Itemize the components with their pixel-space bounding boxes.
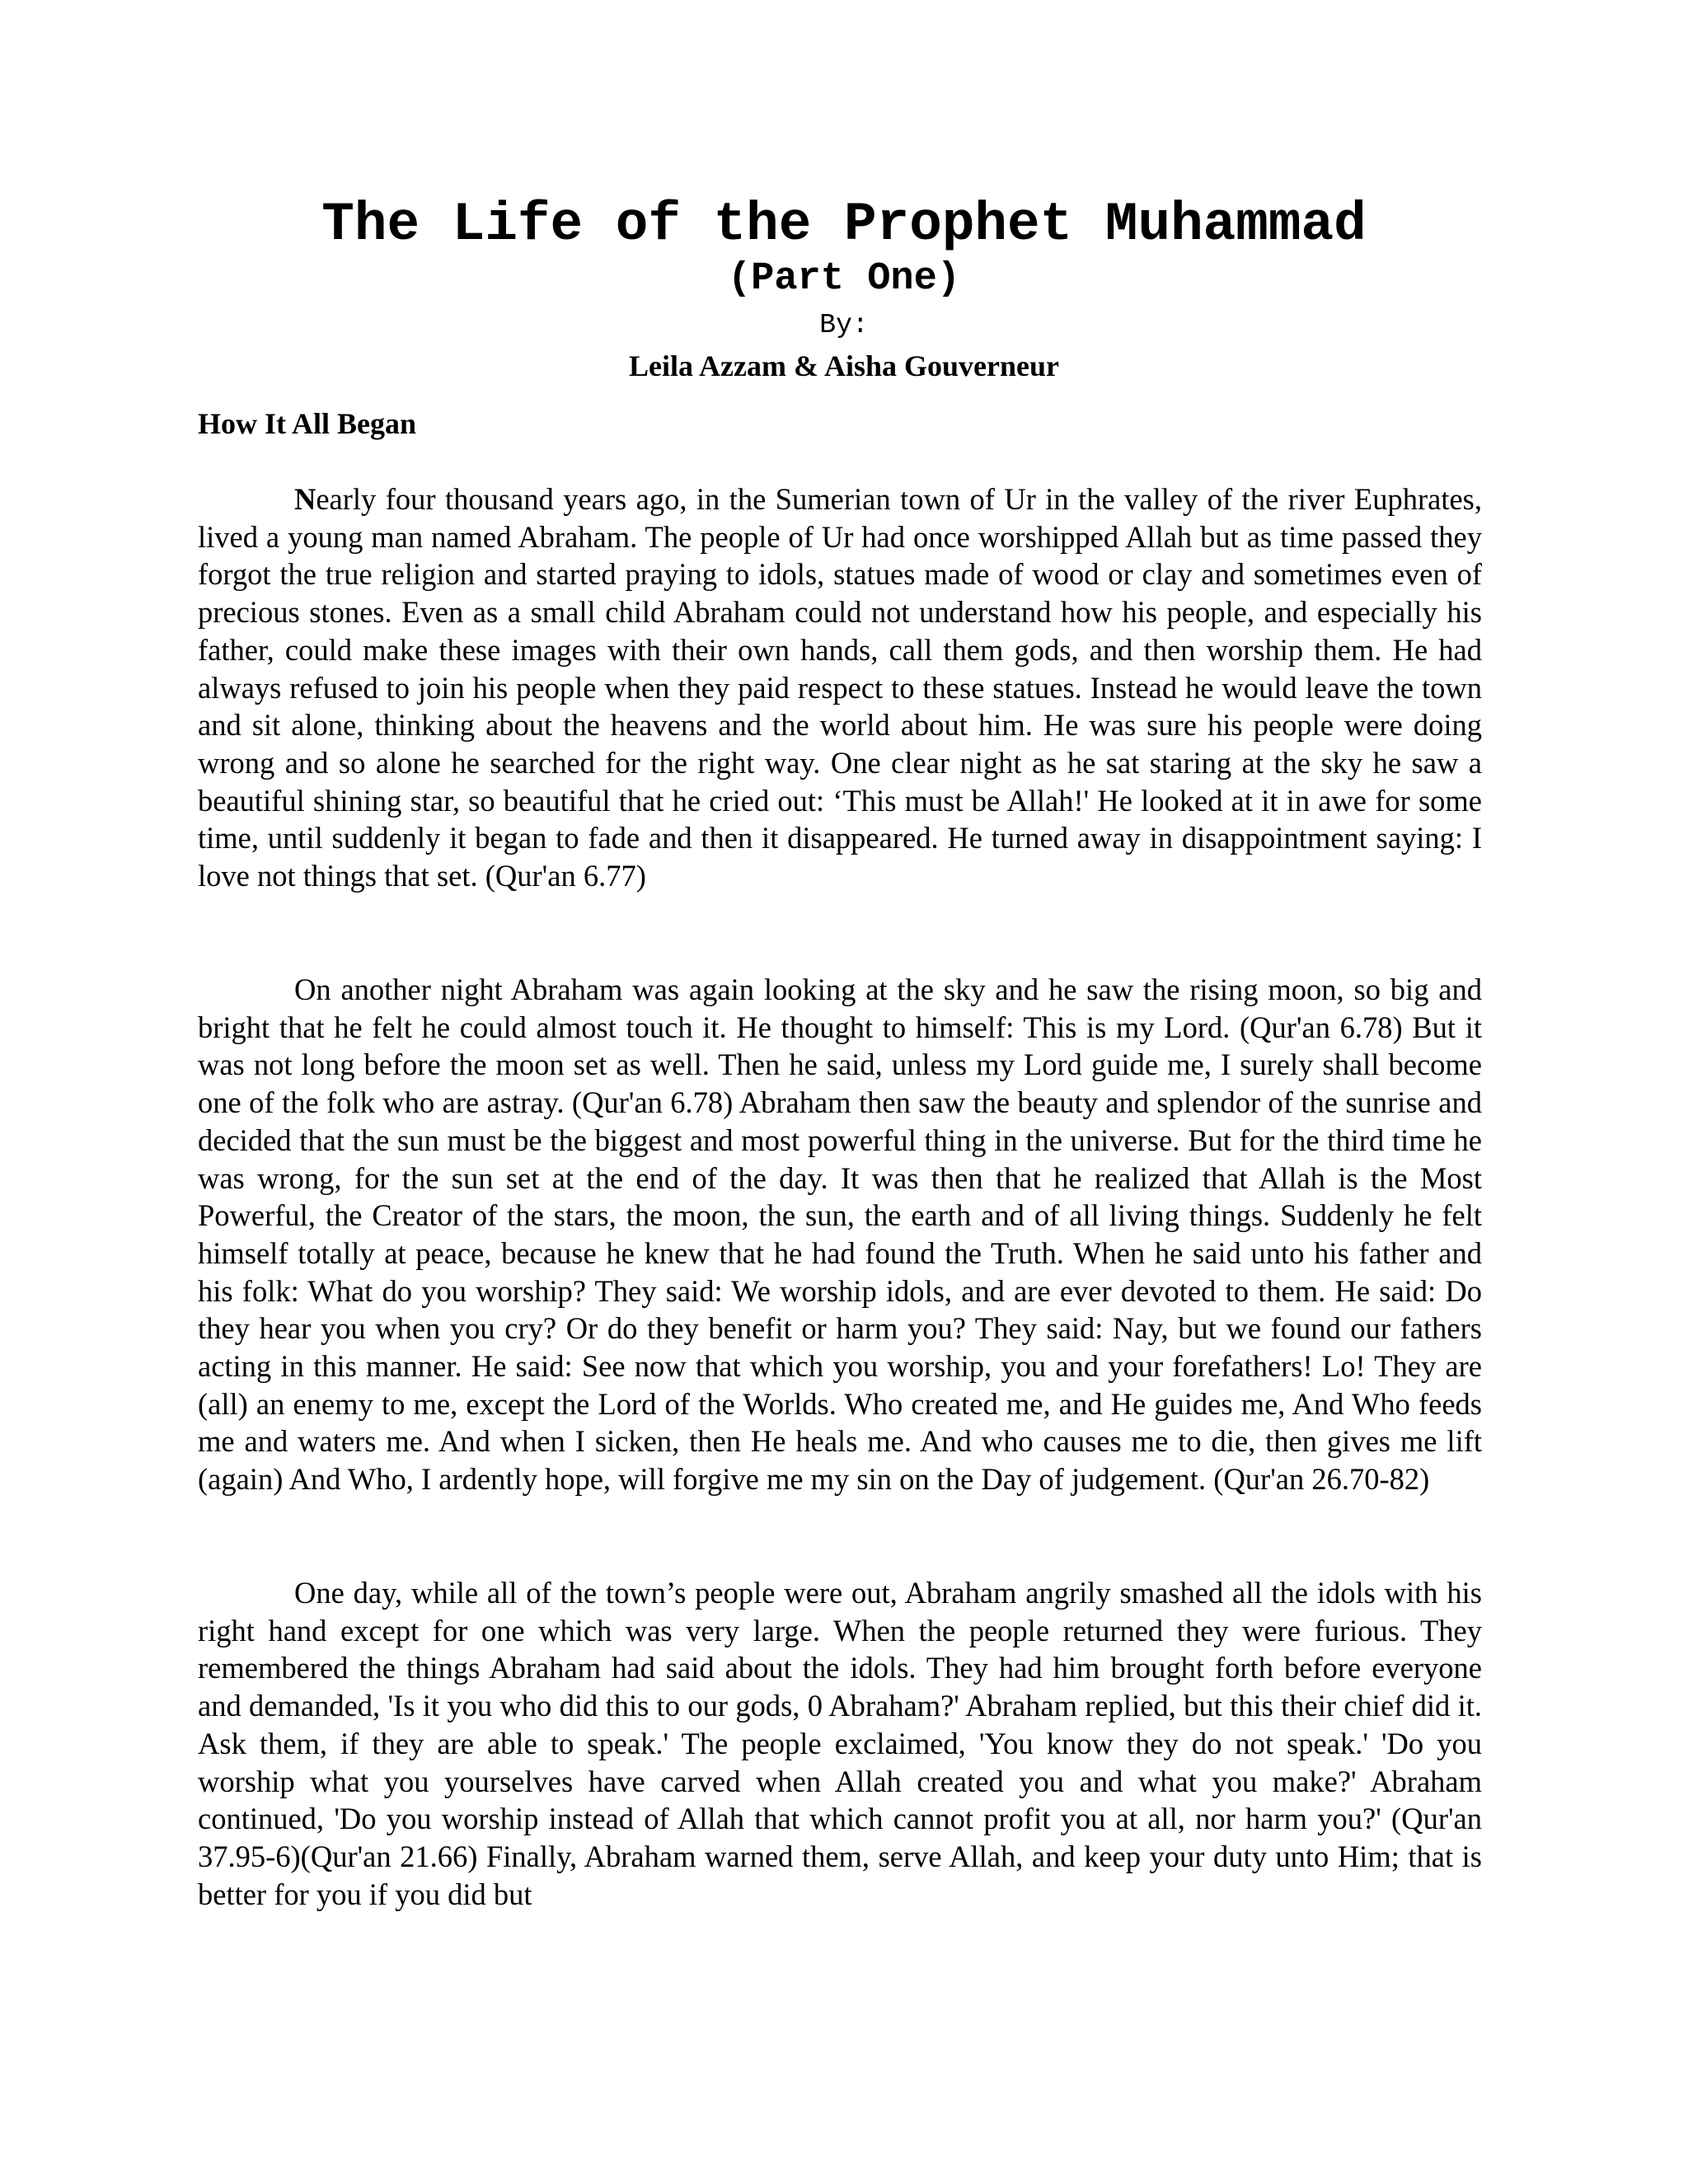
section-heading: How It All Began [198, 407, 417, 440]
paragraph-text: On another night Abraham was again looking at the sky and he saw the rising moon, so big and bright that he felt he could almost touch it. He thought to himself: This is my Lord. (Qur'an 6.78) But it was not long before the moon set as well. Then he said, unless my Lord guide me, I surely shall become one of the folk who are astray. (Qur'an 6.78) Abraham then saw the beauty and splendor of the sunrise and decided that the sun must be the biggest and most powerful thing in the universe. But for the third time he was wrong, for the sun set at the end of the day. It was then that he realized that Allah is the Most Powerful, the Creator of the stars, the moon, the sun, the earth and of all living things. Suddenly he felt himself totally at peace, because he knew that he had found the Truth. When he said unto his father and his folk: What do you worship? They said: We worship idols, and are ever devoted to them. He said: Do they hear you when you cry? Or do they benefit or harm you? They said: Nay, but we found our fathers acting in this manner. He said: See now that which you worship, you and your forefathers! Lo! They are (all) an enemy to me, except the Lord of the Worlds. Who created me, and He guides me, And Who feeds me and waters me. And when I sicken, then He heals me. And who causes me to die, then gives me lift (again) And Who, I ardently hope, will forgive me my sin on the Day of judgement. (Qur'an 26.70-82) [198, 972, 1482, 1497]
body-paragraph [198, 480, 1482, 895]
by-label: By: [819, 310, 869, 340]
document-title: The Life of the Prophet Muhammad [321, 194, 1367, 255]
drop-letter: N [294, 482, 316, 516]
paragraph-text: One day, while all of the town’s people were out, Abraham angrily smashed all the idols with his right hand except for one which was very large. When the people returned they were furious. They remembered the things Abraham had said about the idols. They had him brought forth before everyone and demanded, 'Is it you who did this to our gods, 0 Abraham?' Abraham replied, but this their chief did it. Ask them, if they are able to speak.' The people exclaimed, 'You know they do not speak.' 'Do you worship what you yourselves have carved when Allah created you and what you make?' Abraham continued, 'Do you worship instead of Allah that which cannot profit you at all, nor harm you?' (Qur'an 37.95-6)(Qur'an 21.66) Finally, Abraham warned them, serve Allah, and keep your duty unto Him; that is better for you if you did but [198, 1576, 1482, 1911]
paragraph-text: early four thousand years ago, in the Sumerian town of Ur in the valley of the river Euphrates, lived a young man named Abraham. The people of Ur had once worshipped Allah but as time passed they forgot the true religion and started praying to idols, statues made of wood or clay and sometimes even of precious stones. Even as a small child Abraham could not understand how his people, and especially his father, could make these images with their own hands, call them gods, and then worship them. He had always refused to join his people when they paid respect to these statues. Instead he would leave the town and sit alone, thinking about the heavens and the world about him. He was sure his people were doing wrong and so alone he searched for the right way. One clear night as he sat staring at the sky he saw a beautiful shining star, so beautiful that he cried out: ‘This must be Allah!' He looked at it in awe for some time, until suddenly it began to fade and then it disappeared. He turned away in disappointment saying: I love not things that set. (Qur'an 6.77) [198, 482, 1482, 893]
body-paragraph [198, 971, 1482, 1498]
author-names: Leila Azzam & Aisha Gouverneur [629, 349, 1059, 382]
body-paragraph [198, 1574, 1482, 1913]
document-subtitle: (Part One) [727, 257, 961, 301]
